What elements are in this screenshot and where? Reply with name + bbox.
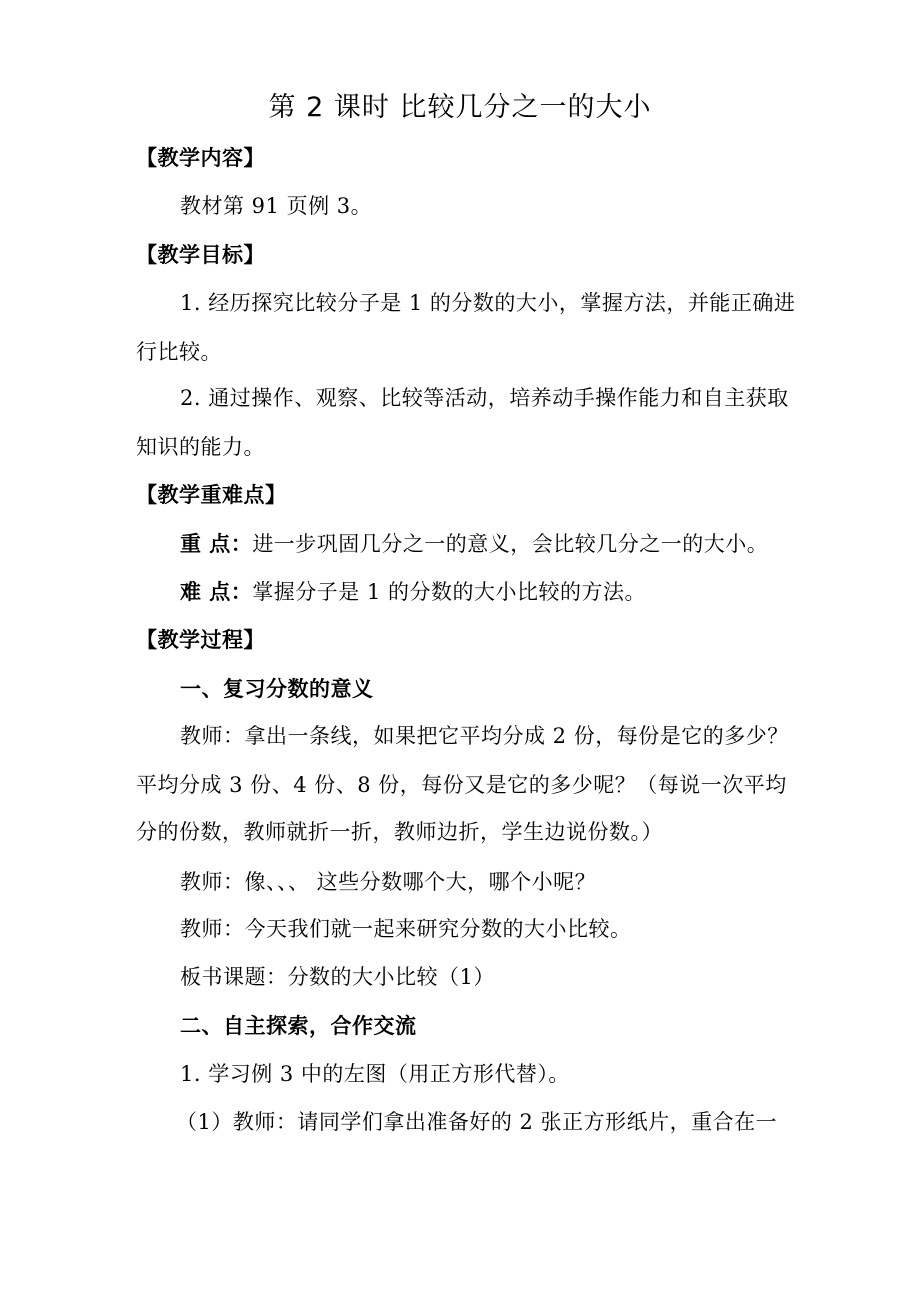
paragraph-2: 教师：像、、、 这些分数哪个大，哪个小呢？ [180, 870, 597, 894]
paragraph-6: （1）教师：请同学们拿出准备好的 2 张正方形纸片，重合在一 [176, 1110, 778, 1134]
paragraph-1-line-1: 教师：拿出一条线，如果把它平均分成 2 份，每份是它的多少？ [180, 724, 789, 748]
difficult-point-text: 掌握分子是 1 的分数的大小比较的方法。 [252, 580, 647, 604]
goal-2-line-1: 2. 通过操作、观察、比较等活动，培养动手操作能力和自主获取 [180, 386, 789, 410]
paragraph-5: 1. 学习例 3 中的左图（用正方形代替）。 [180, 1062, 570, 1086]
part-1-heading: 一、复习分数的意义 [180, 677, 374, 701]
paragraph-1-line-3: 分的份数，教师就折一折，教师边折，学生边说份数。） [136, 820, 663, 844]
document-title: 第 2 课时 比较几分之一的大小 [268, 92, 652, 123]
key-point-text: 进一步巩固几分之一的意义，会比较几分之一的大小。 [252, 532, 769, 556]
goal-2-line-2: 知识的能力。 [136, 435, 265, 459]
key-point-line [180, 530, 768, 558]
key-point-label: 重 点： [180, 532, 253, 556]
teaching-goals-heading: 【教学目标】 [136, 243, 265, 267]
goal-1-line-1: 1. 经历探究比较分子是 1 的分数的大小，掌握方法，并能正确进 [180, 291, 796, 315]
paragraph-1-line-2: 平均分成 3 份、4 份、8 份，每份又是它的多少呢？（每说一次平均 [136, 773, 787, 797]
difficult-point-label: 难 点： [180, 580, 253, 604]
paragraph-3: 教师：今天我们就一起来研究分数的大小比较。 [180, 917, 632, 941]
teaching-content-heading: 【教学内容】 [136, 146, 265, 170]
goal-1-line-2: 行比较。 [136, 340, 222, 364]
difficult-point-line [180, 578, 646, 606]
paragraph-4: 板书课题：分数的大小比较（1） [180, 965, 495, 989]
key-points-heading: 【教学重难点】 [136, 483, 287, 507]
part-2-heading: 二、自主探索，合作交流 [180, 1014, 417, 1038]
teaching-content-text: 教材第 91 页例 3。 [180, 194, 373, 218]
teaching-process-heading: 【教学过程】 [136, 628, 265, 652]
